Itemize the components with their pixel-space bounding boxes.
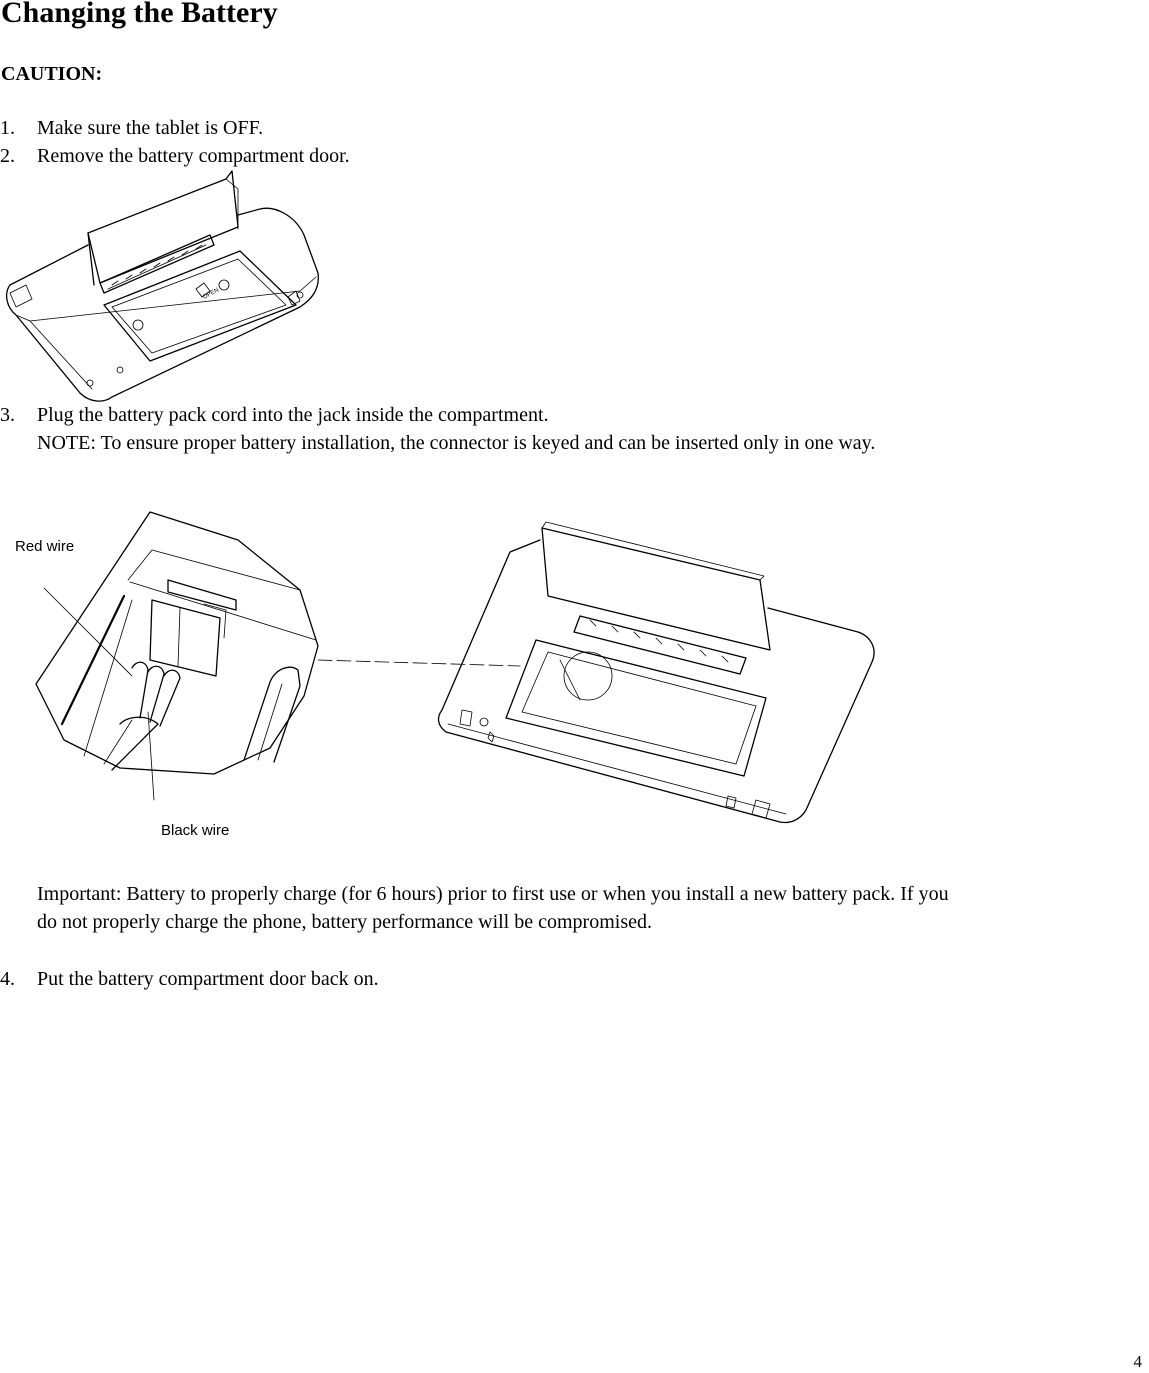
step-number: 3. — [0, 404, 15, 426]
caution-heading: CAUTION: — [1, 63, 103, 85]
note-text: NOTE: To ensure proper battery installation, the connector is keyed and can be inserted only in one way. — [37, 432, 876, 454]
figure-connector-detail — [0, 500, 900, 840]
important-paragraph — [37, 880, 1149, 936]
red-wire-label: Red wire — [15, 538, 75, 555]
page-title: Changing the Battery — [1, 0, 278, 29]
step-text: Put the battery compartment door back on. — [37, 968, 379, 990]
step-text: Plug the battery pack cord into the jack inside the compartment. — [37, 404, 549, 426]
figure-tablet-door-removed — [0, 165, 330, 405]
step-number: 2. — [0, 145, 15, 167]
black-wire-label: Black wire — [161, 822, 230, 839]
step-text: Make sure the tablet is OFF. — [37, 117, 264, 139]
important-line-2: do not properly charge the phone, battery performance will be compromised. — [37, 911, 652, 933]
step-number: 1. — [0, 117, 15, 139]
open-label: OPEN — [202, 287, 220, 301]
important-line-1: Important: Battery to properly charge (for 6 hours) prior to first use or when you install a new battery pack. If you — [37, 883, 949, 905]
page-number: 4 — [1133, 1352, 1142, 1371]
step-4 — [0, 968, 600, 992]
step-3 — [0, 404, 800, 428]
step-text: Remove the battery compartment door. — [37, 145, 350, 167]
step-number: 4. — [0, 968, 15, 990]
step-1 — [0, 117, 600, 141]
